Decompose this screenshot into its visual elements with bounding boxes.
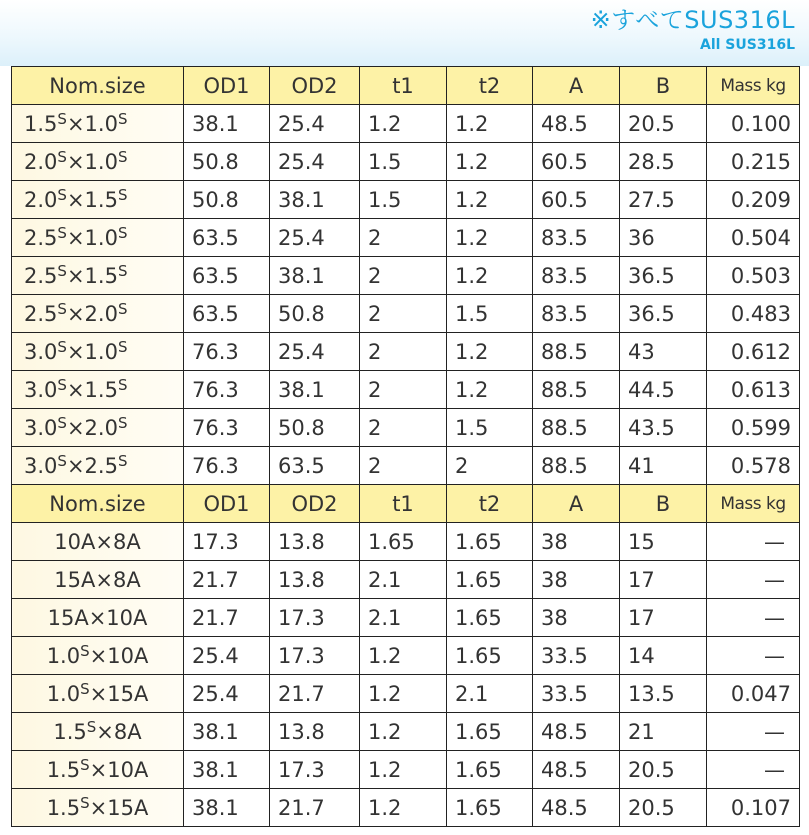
- cell-t2: 1.5: [447, 409, 533, 447]
- cell-t1: 1.2: [360, 105, 447, 143]
- cell-mass: 0.483: [707, 295, 800, 333]
- cell-b: 43.5: [620, 409, 707, 447]
- cell-a: 38: [533, 561, 620, 599]
- cell-od1: 50.8: [184, 181, 270, 219]
- cell-t2: 1.2: [447, 257, 533, 295]
- cell-od2: 38.1: [270, 181, 360, 219]
- cell-nom-size: 15A×8A: [12, 561, 184, 599]
- cell-a: 60.5: [533, 181, 620, 219]
- cell-a: 33.5: [533, 675, 620, 713]
- cell-a: 83.5: [533, 295, 620, 333]
- cell-a: 88.5: [533, 409, 620, 447]
- cell-t1: 1.2: [360, 713, 447, 751]
- header-od1: OD1: [184, 485, 270, 523]
- cell-a: 83.5: [533, 257, 620, 295]
- cell-nom-size: $2.0^S\times 1.0^S$: [12, 143, 184, 181]
- cell-t2: 1.65: [447, 751, 533, 789]
- cell-od1: 76.3: [184, 447, 270, 485]
- cell-mass: 0.107: [707, 789, 800, 827]
- cell-t1: 2: [360, 219, 447, 257]
- cell-t2: 1.2: [447, 219, 533, 257]
- cell-mass: —: [707, 751, 800, 789]
- cell-a: 38: [533, 523, 620, 561]
- cell-t1: 2.1: [360, 561, 447, 599]
- cell-nom-size: $3.0^S\times 1.5^S$: [12, 371, 184, 409]
- cell-mass: 0.215: [707, 143, 800, 181]
- material-note-japanese: ※すべてSUS316L: [590, 6, 795, 34]
- table-row: [12, 409, 800, 447]
- cell-t1: 2: [360, 333, 447, 371]
- table-row: [12, 371, 800, 409]
- cell-b: 27.5: [620, 181, 707, 219]
- cell-od1: 21.7: [184, 599, 270, 637]
- cell-nom-size: 15A×10A: [12, 599, 184, 637]
- cell-od2: 63.5: [270, 447, 360, 485]
- cell-mass: 0.503: [707, 257, 800, 295]
- cell-t2: 1.5: [447, 295, 533, 333]
- cell-b: 20.5: [620, 105, 707, 143]
- header-t1: t1: [360, 485, 447, 523]
- cell-b: 36.5: [620, 257, 707, 295]
- cell-od2: 13.8: [270, 713, 360, 751]
- cell-a: 48.5: [533, 751, 620, 789]
- cell-nom-size: $1.5^S\times 10A$: [12, 751, 184, 789]
- cell-a: 38: [533, 599, 620, 637]
- cell-b: 21: [620, 713, 707, 751]
- cell-t2: 1.2: [447, 143, 533, 181]
- cell-od1: 76.3: [184, 371, 270, 409]
- cell-nom-size: $1.0^S\times 15A$: [12, 675, 184, 713]
- header-b: B: [620, 67, 707, 105]
- cell-t1: 2: [360, 257, 447, 295]
- header-od1: OD1: [184, 67, 270, 105]
- cell-t1: 2.1: [360, 599, 447, 637]
- header-mass: Mass kg: [707, 67, 800, 105]
- table-row: [12, 447, 800, 485]
- cell-a: 48.5: [533, 105, 620, 143]
- cell-a: 88.5: [533, 371, 620, 409]
- cell-od2: 21.7: [270, 675, 360, 713]
- cell-nom-size: 10A×8A: [12, 523, 184, 561]
- cell-b: 14: [620, 637, 707, 675]
- cell-t2: 1.65: [447, 561, 533, 599]
- header-od2: OD2: [270, 67, 360, 105]
- cell-t2: 1.65: [447, 789, 533, 827]
- cell-mass: 0.504: [707, 219, 800, 257]
- header-a: A: [533, 67, 620, 105]
- table-row: [12, 105, 800, 143]
- cell-b: 44.5: [620, 371, 707, 409]
- header-t1: t1: [360, 67, 447, 105]
- material-note-english: All SUS316L: [700, 37, 795, 53]
- cell-mass: —: [707, 599, 800, 637]
- cell-od2: 38.1: [270, 257, 360, 295]
- cell-od1: 76.3: [184, 409, 270, 447]
- cell-nom-size: $1.0^S\times 10A$: [12, 637, 184, 675]
- cell-b: 36: [620, 219, 707, 257]
- spec-table-body: [12, 67, 800, 827]
- table-row: [12, 295, 800, 333]
- cell-od2: 50.8: [270, 409, 360, 447]
- header-b: B: [620, 485, 707, 523]
- table-row: [12, 713, 800, 751]
- cell-od1: 38.1: [184, 713, 270, 751]
- cell-mass: —: [707, 713, 800, 751]
- cell-od1: 38.1: [184, 751, 270, 789]
- header-t2: t2: [447, 485, 533, 523]
- cell-od2: 17.3: [270, 599, 360, 637]
- cell-nom-size: $1.5^S\times 8A$: [12, 713, 184, 751]
- table-row: [12, 561, 800, 599]
- cell-b: 28.5: [620, 143, 707, 181]
- table-row: [12, 219, 800, 257]
- cell-b: 36.5: [620, 295, 707, 333]
- cell-b: 20.5: [620, 751, 707, 789]
- table-row: [12, 257, 800, 295]
- cell-mass: —: [707, 523, 800, 561]
- cell-mass: 0.612: [707, 333, 800, 371]
- cell-mass: —: [707, 561, 800, 599]
- cell-a: 33.5: [533, 637, 620, 675]
- cell-a: 48.5: [533, 789, 620, 827]
- header-t2: t2: [447, 67, 533, 105]
- cell-od1: 76.3: [184, 333, 270, 371]
- cell-nom-size: $3.0^S\times 2.5^S$: [12, 447, 184, 485]
- cell-mass: 0.613: [707, 371, 800, 409]
- cell-b: 17: [620, 561, 707, 599]
- cell-mass: 0.100: [707, 105, 800, 143]
- cell-od2: 25.4: [270, 333, 360, 371]
- cell-od2: 50.8: [270, 295, 360, 333]
- cell-nom-size: $3.0^S\times 2.0^S$: [12, 409, 184, 447]
- table-row: [12, 599, 800, 637]
- cell-b: 13.5: [620, 675, 707, 713]
- cell-od1: 21.7: [184, 561, 270, 599]
- cell-nom-size: $3.0^S\times 1.0^S$: [12, 333, 184, 371]
- cell-mass: 0.578: [707, 447, 800, 485]
- table-row: [12, 523, 800, 561]
- cell-od2: 38.1: [270, 371, 360, 409]
- cell-nom-size: $1.5^S\times 15A$: [12, 789, 184, 827]
- cell-od1: 38.1: [184, 105, 270, 143]
- header-nom-size: Nom.size: [12, 67, 184, 105]
- cell-b: 43: [620, 333, 707, 371]
- cell-nom-size: $2.5^S\times 2.0^S$: [12, 295, 184, 333]
- table-header-row: [12, 67, 800, 105]
- table-header-row: [12, 485, 800, 523]
- cell-a: 83.5: [533, 219, 620, 257]
- table-row: [12, 333, 800, 371]
- cell-nom-size: $2.0^S\times 1.5^S$: [12, 181, 184, 219]
- cell-b: 41: [620, 447, 707, 485]
- cell-od1: 63.5: [184, 295, 270, 333]
- cell-mass: 0.209: [707, 181, 800, 219]
- cell-t2: 2: [447, 447, 533, 485]
- cell-od2: 17.3: [270, 637, 360, 675]
- cell-t2: 1.65: [447, 523, 533, 561]
- header-od2: OD2: [270, 485, 360, 523]
- cell-od1: 50.8: [184, 143, 270, 181]
- cell-t1: 1.2: [360, 789, 447, 827]
- cell-mass: 0.599: [707, 409, 800, 447]
- cell-t1: 1.2: [360, 751, 447, 789]
- cell-a: 88.5: [533, 333, 620, 371]
- cell-mass: —: [707, 637, 800, 675]
- cell-od1: 63.5: [184, 257, 270, 295]
- cell-t1: 1.2: [360, 675, 447, 713]
- cell-od1: 38.1: [184, 789, 270, 827]
- cell-nom-size: $2.5^S\times 1.0^S$: [12, 219, 184, 257]
- cell-b: 15: [620, 523, 707, 561]
- cell-t1: 1.5: [360, 181, 447, 219]
- cell-t1: 2: [360, 447, 447, 485]
- table-row: [12, 789, 800, 827]
- cell-od2: 25.4: [270, 143, 360, 181]
- cell-a: 88.5: [533, 447, 620, 485]
- cell-a: 60.5: [533, 143, 620, 181]
- table-row: [12, 751, 800, 789]
- cell-t2: 1.65: [447, 713, 533, 751]
- cell-b: 20.5: [620, 789, 707, 827]
- cell-od2: 25.4: [270, 219, 360, 257]
- cell-od2: 25.4: [270, 105, 360, 143]
- cell-t1: 2: [360, 295, 447, 333]
- cell-t2: 1.2: [447, 371, 533, 409]
- cell-b: 17: [620, 599, 707, 637]
- cell-t2: 1.65: [447, 637, 533, 675]
- cell-nom-size: $1.5^S\times 1.0^S$: [12, 105, 184, 143]
- cell-od2: 13.8: [270, 523, 360, 561]
- cell-od1: 25.4: [184, 675, 270, 713]
- table-row: [12, 675, 800, 713]
- cell-t2: 2.1: [447, 675, 533, 713]
- cell-od2: 13.8: [270, 561, 360, 599]
- cell-t2: 1.2: [447, 181, 533, 219]
- cell-t2: 1.2: [447, 105, 533, 143]
- cell-t1: 1.2: [360, 637, 447, 675]
- cell-t1: 1.5: [360, 143, 447, 181]
- header-nom-size: Nom.size: [12, 485, 184, 523]
- cell-nom-size: $2.5^S\times 1.5^S$: [12, 257, 184, 295]
- cell-t1: 2: [360, 409, 447, 447]
- cell-od2: 21.7: [270, 789, 360, 827]
- header-mass: Mass kg: [707, 485, 800, 523]
- table-row: [12, 637, 800, 675]
- cell-t2: 1.65: [447, 599, 533, 637]
- cell-t1: 2: [360, 371, 447, 409]
- table-row: [12, 143, 800, 181]
- cell-od2: 17.3: [270, 751, 360, 789]
- cell-t1: 1.65: [360, 523, 447, 561]
- cell-t2: 1.2: [447, 333, 533, 371]
- cell-mass: 0.047: [707, 675, 800, 713]
- table-row: [12, 181, 800, 219]
- cell-od1: 25.4: [184, 637, 270, 675]
- reducer-spec-table: [11, 66, 800, 827]
- cell-a: 48.5: [533, 713, 620, 751]
- cell-od1: 17.3: [184, 523, 270, 561]
- cell-od1: 63.5: [184, 219, 270, 257]
- header-a: A: [533, 485, 620, 523]
